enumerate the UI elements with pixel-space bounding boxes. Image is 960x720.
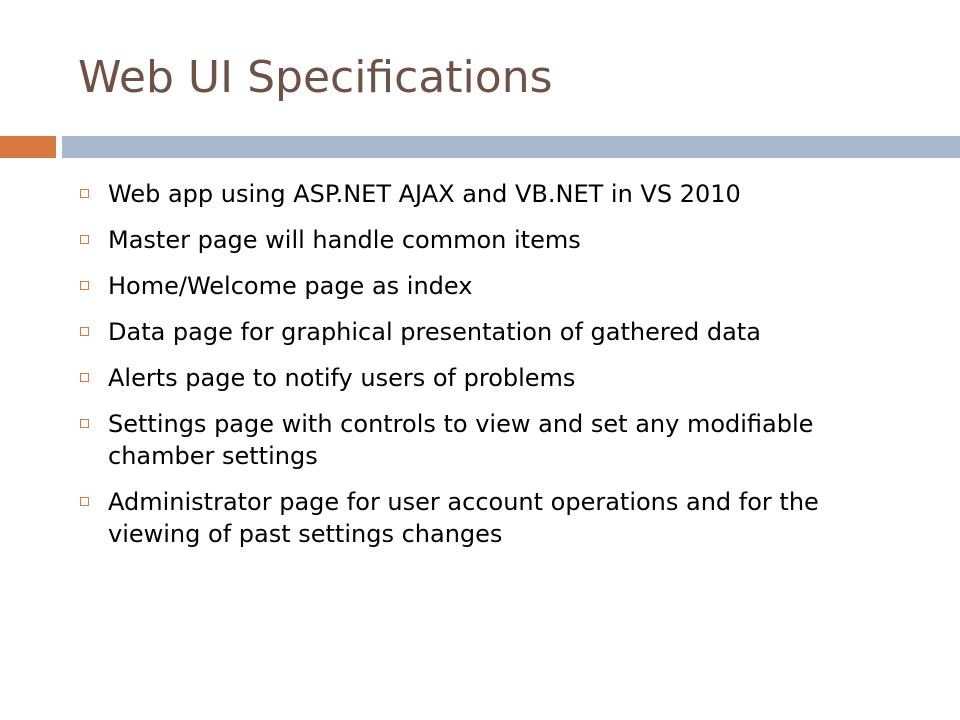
bullet-item <box>78 408 918 472</box>
bullet-item <box>78 316 918 348</box>
bullet-item <box>78 178 918 210</box>
square-bullet-icon <box>80 235 89 244</box>
bullet-item <box>78 486 918 550</box>
square-bullet-icon <box>80 419 89 428</box>
bullet-text: Settings page with controls to view and set any modifiable chamber settings <box>108 410 814 470</box>
bullet-text: Data page for graphical presentation of gathered data <box>108 318 761 346</box>
bullet-item <box>78 270 918 302</box>
bullet-text: Alerts page to notify users of problems <box>108 364 576 392</box>
square-bullet-icon <box>80 281 89 290</box>
bullet-item <box>78 362 918 394</box>
bullet-item <box>78 224 918 256</box>
bullet-text: Web app using ASP.NET AJAX and VB.NET in VS 2010 <box>108 180 741 208</box>
bullet-text: Home/Welcome page as index <box>108 272 473 300</box>
title-accent-bar <box>0 136 56 158</box>
bullet-list <box>78 178 918 564</box>
title-rule-bar <box>62 136 960 158</box>
square-bullet-icon <box>80 327 89 336</box>
slide-title: Web UI Specifications <box>78 52 553 103</box>
square-bullet-icon <box>80 497 89 506</box>
square-bullet-icon <box>80 373 89 382</box>
square-bullet-icon <box>80 189 89 198</box>
bullet-text: Administrator page for user account operations and for the viewing of past settings changes <box>108 488 819 548</box>
bullet-text: Master page will handle common items <box>108 226 581 254</box>
